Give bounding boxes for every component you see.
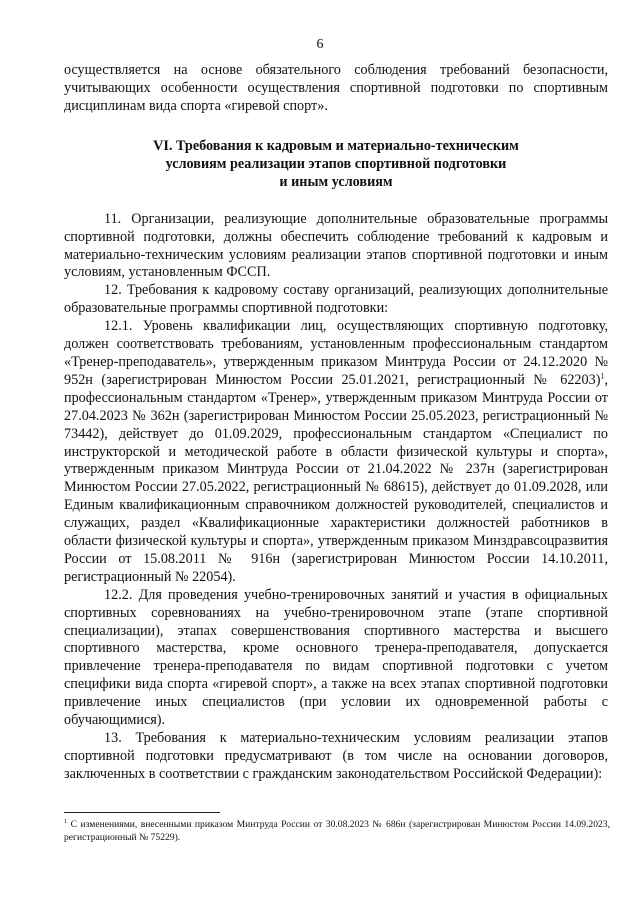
paragraph-12-1: [64, 318, 608, 587]
footnote-text: С изменениями, внесенными приказом Минтруда России от 30.08.2023 № 686н (зарегистрирован Минюстом России 14.09.2023, регистрационный № 75229).: [64, 819, 610, 843]
paragraph-12: 12. Требования к кадровому составу организаций, реализующих дополнительные образовательные программы спортивной подготовки:: [64, 282, 608, 317]
paragraph-13: 13. Требования к материально-техническим условиям реализации этапов спортивной подготовки предусматривают (в том числе на основании договоров, заключенных в соответствии с гражданским законодательством Российской Федерации):: [64, 730, 608, 782]
footnote: [64, 818, 610, 844]
page-number: 6: [316, 37, 324, 52]
section-heading: [64, 137, 608, 191]
section-heading-line-1: VI. Требования к кадровым и материально-техническим: [153, 137, 519, 154]
paragraph-12-1-part-b: , профессиональным стандартом «Тренер», утвержденным приказом Минтруда России от 27.04.2023 № 362н (зарегистрирован Минюстом России 25.05.2023, регистрационный № 73442), действует до 01.09.2029, профессиональным стандартом «Специалист по инструкторской и методической работе в области физической культуры и спорта», утвержденным приказом Минтруда России от 21.04.2022 № 237н (зарегистрирован Минюстом России 27.05.2022, регистрационный № 68615), действует до 01.09.2028, или Единым квалификационным справочником должностей руководителей, специалистов и служащих, раздел «Квалификационные характеристики должностей работников в области физической культуры и спорта», утвержденным приказом Минздравсоцразвития России от 15.08.2011 № 916н (зарегистрирован Минюстом России 14.10.2011, регистрационный № 22054).: [64, 371, 608, 585]
document-body: [64, 62, 608, 784]
section-heading-line-2: условиям реализации этапов спортивной подготовки: [165, 155, 507, 172]
footnote-divider: [64, 812, 220, 813]
footnote-reference: 1: [600, 371, 605, 381]
footnote-marker: 1: [64, 817, 68, 825]
section-heading-line-3: и иным условиям: [279, 173, 393, 190]
paragraph-12-1-part-a: 12.1. Уровень квалификации лиц, осуществляющих спортивную подготовку, должен соответствовать требованиям, установленным профессиональным стандартом «Тренер-преподаватель», утвержденным приказом Минтруда России от 24.12.2020 № 952н (зарегистрирован Минюстом России 25.01.2021, регистрационный № 62203): [64, 318, 608, 388]
intro-paragraph: осуществляется на основе обязательного соблюдения требований безопасности, учитывающих особенности осуществления спортивной подготовки по спортивным дисциплинам вида спорта «гиревой спорт».: [64, 62, 608, 114]
paragraph-11: 11. Организации, реализующие дополнительные образовательные программы спортивной подготовки, должны обеспечить соблюдение требований к кадровым и материально-техническим условиям реализации этапов спортивной подготовки и иным условиям, установленным ФССП.: [64, 210, 608, 281]
paragraph-12-2: 12.2. Для проведения учебно-тренировочных занятий и участия в официальных спортивных соревнованиях на учебно-тренировочном этапе (этапе спортивной специализации), этапах совершенствования спортивного мастерства и высшего спортивного мастерства, кроме основного тренера-преподавателя, допускается привлечение тренера-преподавателя по видам спортивной подготовки с учетом специфики вида спорта «гиревой спорт», а также на всех этапах спортивной подготовки привлечение иных специалистов (при условии их одновременной работы с обучающимися).: [64, 586, 608, 729]
